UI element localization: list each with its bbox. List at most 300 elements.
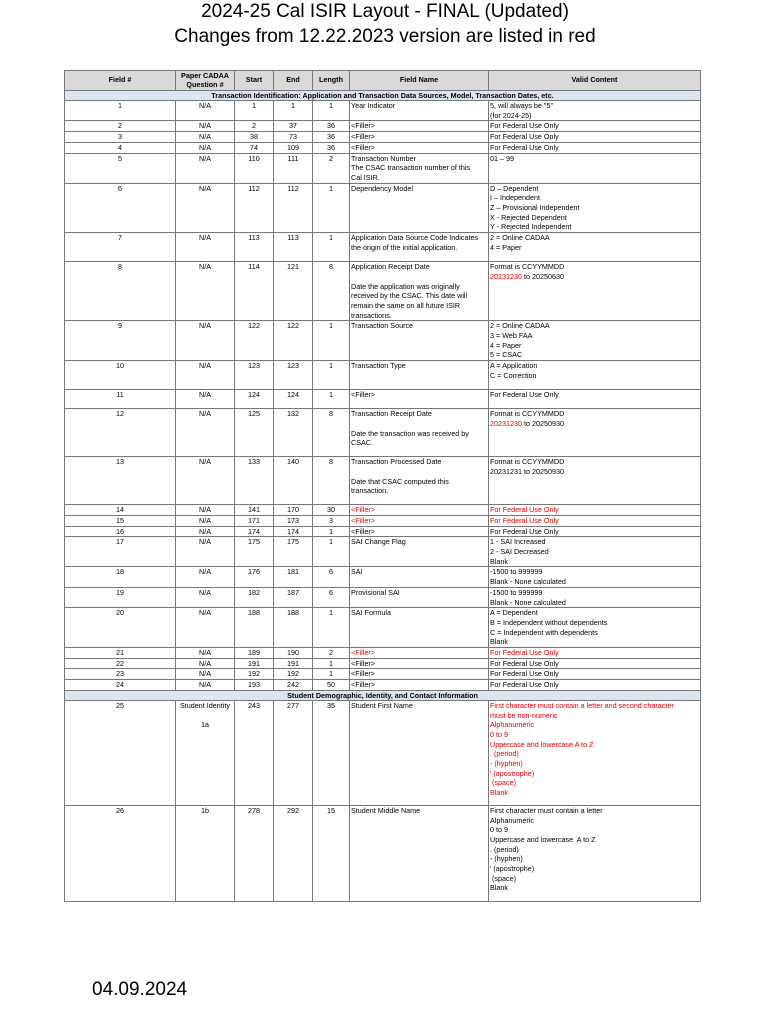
end-position: 192 (274, 669, 313, 680)
cell-line (490, 730, 699, 740)
field-length: 2 (313, 153, 350, 183)
field-name (350, 587, 489, 607)
valid-content (489, 262, 701, 321)
field-number: 14 (65, 505, 176, 516)
cell-line (490, 505, 699, 515)
field-number: 2 (65, 121, 176, 132)
red-text: First character must contain a letter and second character (490, 700, 674, 710)
field-length: 1 (313, 101, 350, 121)
end-position: 187 (274, 587, 313, 607)
cell-line: 2 - SAI Decreased (490, 546, 549, 556)
start-position: 176 (235, 567, 274, 587)
cell-line: Z – Provisional Independent (490, 203, 580, 213)
end-position: 292 (274, 805, 313, 901)
cell-line: C = Correction (490, 370, 537, 380)
cell-line: For Federal Use Only (490, 526, 559, 536)
red-text: <Filler> (351, 648, 375, 658)
end-position: 190 (274, 648, 313, 659)
field-length: 30 (313, 505, 350, 516)
cell-line: A = Application (490, 361, 538, 371)
cell-line: Student Middle Name (351, 805, 421, 815)
cell-line: SAI Change Flag (351, 537, 406, 547)
valid-content (489, 505, 701, 516)
field-length: 15 (313, 805, 350, 901)
cell-line: SAI Formula (351, 608, 391, 618)
cell-line: For Federal Use Only (490, 680, 559, 690)
field-number: 15 (65, 515, 176, 526)
start-position: 189 (235, 648, 274, 659)
field-length: 50 (313, 680, 350, 691)
cell-line: Format is CCYYMMDD (490, 457, 565, 467)
paper-question: N/A (176, 262, 235, 321)
field-name (350, 505, 489, 516)
cell-line: Alphanumeric (490, 815, 534, 825)
start-position: 74 (235, 142, 274, 153)
paper-question: N/A (176, 233, 235, 262)
cell-line (490, 720, 699, 730)
red-text: <Filler> (351, 515, 375, 525)
field-name (350, 537, 489, 567)
cell-line: For Federal Use Only (490, 121, 559, 131)
field-length: 8 (313, 262, 350, 321)
end-position: 121 (274, 262, 313, 321)
field-number: 19 (65, 587, 176, 607)
field-name (350, 658, 489, 669)
page-title (0, 0, 770, 49)
cell-line: -1500 to 999999 (490, 587, 543, 597)
table-row (65, 183, 701, 233)
section-header: Student Demographic, Identity, and Contact Information (65, 690, 701, 700)
field-number: 25 (65, 700, 176, 805)
field-number: 21 (65, 648, 176, 659)
table-row (65, 608, 701, 648)
cell-line: 3 = Web FAA (490, 331, 533, 341)
cell-line: 0 to 9 (490, 825, 508, 835)
field-length: 6 (313, 567, 350, 587)
field-name (350, 526, 489, 537)
cell-line: -1500 to 999999 (490, 567, 543, 577)
valid-content (489, 409, 701, 457)
valid-content (489, 515, 701, 526)
start-position: 278 (235, 805, 274, 901)
cell-line: For Federal Use Only (490, 658, 559, 668)
header-end: End (274, 71, 313, 91)
valid-content (489, 700, 701, 805)
paper-question: N/A (176, 153, 235, 183)
field-length: 36 (313, 121, 350, 132)
end-position: 242 (274, 680, 313, 691)
cell-line: A = Dependent (490, 608, 538, 618)
cell-line (490, 759, 699, 769)
valid-content (489, 680, 701, 691)
start-position: 174 (235, 526, 274, 537)
cell-line: 2 = Online CADAA (490, 233, 550, 243)
table-header-row (65, 71, 701, 91)
table-row (65, 390, 701, 409)
cell-line: 1 - SAI Increased (490, 537, 546, 547)
field-number: 8 (65, 262, 176, 321)
end-position: 109 (274, 142, 313, 153)
cell-line: Format is CCYYMMDD (490, 262, 565, 272)
field-length: 3 (313, 515, 350, 526)
cell-line: remain the same on all future ISIR (351, 300, 461, 310)
cell-line: transaction. (351, 486, 389, 496)
field-length: 2 (313, 648, 350, 659)
valid-content (489, 153, 701, 183)
red-text: 20231230 (490, 418, 522, 428)
table-row (65, 587, 701, 607)
valid-content (489, 537, 701, 567)
red-text: For Federal Use Only (490, 505, 559, 515)
end-position: 140 (274, 457, 313, 505)
field-number: 20 (65, 608, 176, 648)
start-position: 114 (235, 262, 274, 321)
red-text: Alphanumeric (490, 720, 534, 730)
cell-line: For Federal Use Only (490, 669, 559, 679)
table-row (65, 648, 701, 659)
start-position: 1 (235, 101, 274, 121)
cell-line: the origin of the initial application. (351, 242, 458, 252)
cell-line (351, 467, 487, 477)
cell-line: transactions. (351, 310, 392, 320)
start-position: 243 (235, 700, 274, 805)
title-line-1: 2024-25 Cal ISIR Layout - FINAL (Updated) (201, 1, 569, 22)
end-position: 132 (274, 409, 313, 457)
header-start: Start (235, 71, 274, 91)
table-row (65, 669, 701, 680)
field-length: 8 (313, 409, 350, 457)
table-row (65, 537, 701, 567)
table-row (65, 805, 701, 901)
field-number: 11 (65, 390, 176, 409)
valid-content (489, 390, 701, 409)
start-position: 38 (235, 132, 274, 143)
cell-line: Cal ISIR. (351, 172, 380, 182)
valid-content (489, 805, 701, 901)
field-length: 1 (313, 537, 350, 567)
field-number: 23 (65, 669, 176, 680)
field-name (350, 153, 489, 183)
cell-line (490, 516, 699, 526)
paper-question: N/A (176, 680, 235, 691)
end-position: 112 (274, 183, 313, 233)
cell-line: 01 – 99 (490, 153, 514, 163)
start-position: 124 (235, 390, 274, 409)
cell-line: For Federal Use Only (490, 390, 559, 400)
paper-question: N/A (176, 505, 235, 516)
valid-content (489, 183, 701, 233)
cell-line: Y - Rejected Independent (490, 222, 572, 232)
cell-line: For Federal Use Only (490, 142, 559, 152)
end-position: 123 (274, 361, 313, 390)
field-length: 1 (313, 608, 350, 648)
field-number: 3 (65, 132, 176, 143)
table-row (65, 132, 701, 143)
cell-line: Blank (490, 883, 508, 893)
start-position: 112 (235, 183, 274, 233)
start-position: 171 (235, 515, 274, 526)
field-name (350, 457, 489, 505)
header-paper-question: Paper CADAA Question # (176, 71, 235, 91)
paper-question: N/A (176, 648, 235, 659)
table-row (65, 142, 701, 153)
field-name (350, 262, 489, 321)
header-field-number: Field # (65, 71, 176, 91)
valid-content (489, 142, 701, 153)
field-name (350, 142, 489, 153)
cell-line (490, 701, 699, 711)
end-position: 73 (274, 132, 313, 143)
cell-line: Blank - None calculated (490, 597, 566, 607)
table-row (65, 321, 701, 361)
field-number: 16 (65, 526, 176, 537)
field-number: 9 (65, 321, 176, 361)
table-row (65, 361, 701, 390)
field-name (350, 680, 489, 691)
table-row (65, 121, 701, 132)
field-length: 6 (313, 587, 350, 607)
valid-content (489, 608, 701, 648)
field-number: 7 (65, 233, 176, 262)
cell-line: B = Independent without dependents (490, 617, 608, 627)
cell-line: <Filler> (351, 121, 375, 131)
field-number: 10 (65, 361, 176, 390)
table-row (65, 700, 701, 805)
cell-line: <Filler> (351, 680, 375, 690)
cell-line: 2 = Online CADAA (490, 321, 550, 331)
cell-line: 20231230 to 20250930 (490, 418, 564, 428)
red-text: 20231230 (490, 271, 522, 281)
cell-line: SAI (351, 567, 363, 577)
end-position: 277 (274, 700, 313, 805)
red-text: - (hyphen) (490, 759, 523, 769)
cell-line: Student First Name (351, 700, 413, 710)
cell-line: Blank - None calculated (490, 577, 566, 587)
start-position: 125 (235, 409, 274, 457)
start-position: 110 (235, 153, 274, 183)
paper-question: N/A (176, 321, 235, 361)
start-position: 182 (235, 587, 274, 607)
cell-line (351, 272, 487, 282)
end-position: 188 (274, 608, 313, 648)
section-header: Transaction Identification: Application and Transaction Data Sources, Model, Transaction Dates, etc. (65, 91, 701, 101)
cell-line: Date the transaction was received by (351, 428, 469, 438)
valid-content (489, 669, 701, 680)
valid-content (489, 587, 701, 607)
end-position: 111 (274, 153, 313, 183)
table-row (65, 567, 701, 587)
footer-date: 04.09.2024 (92, 979, 188, 1000)
cell-line: Uppercase and lowercase A to Z (490, 834, 596, 844)
table-row (65, 409, 701, 457)
start-position: 113 (235, 233, 274, 262)
field-name (350, 608, 489, 648)
table-row (65, 262, 701, 321)
cell-line: Provisional SAI (351, 587, 400, 597)
cell-line: Transaction Number (351, 153, 416, 163)
paper-question: N/A (176, 587, 235, 607)
cell-line (490, 788, 699, 798)
paper-question: N/A (176, 658, 235, 669)
red-text: . (period) (490, 749, 519, 759)
field-name (350, 700, 489, 805)
cell-line: D – Dependent (490, 183, 539, 193)
field-name (350, 101, 489, 121)
valid-content (489, 233, 701, 262)
cell-line: Blank (490, 637, 508, 647)
cell-line (351, 648, 487, 658)
valid-content (489, 457, 701, 505)
red-text: 0 to 9 (490, 729, 508, 739)
red-text: Blank (490, 788, 508, 798)
end-position: 175 (274, 537, 313, 567)
cell-line: Transaction Receipt Date (351, 409, 432, 419)
field-length: 1 (313, 658, 350, 669)
table-row (65, 233, 701, 262)
valid-content (489, 121, 701, 132)
field-name (350, 409, 489, 457)
paper-question: N/A (176, 526, 235, 537)
cell-line (490, 711, 699, 721)
field-number: 6 (65, 183, 176, 233)
field-number: 17 (65, 537, 176, 567)
start-position: 175 (235, 537, 274, 567)
paper-question: N/A (176, 457, 235, 505)
start-position: 123 (235, 361, 274, 390)
cell-line: - (hyphen) (490, 854, 523, 864)
field-length: 1 (313, 361, 350, 390)
field-name (350, 361, 489, 390)
paper-question: Student Identity 1a (176, 700, 235, 805)
field-length: 36 (313, 132, 350, 143)
cell-line: (space) (490, 873, 516, 883)
paper-question: N/A (176, 515, 235, 526)
paper-question: N/A (176, 132, 235, 143)
start-position: 141 (235, 505, 274, 516)
cell-line: received by the CSAC. This date will (351, 291, 468, 301)
cell-line: Transaction Type (351, 361, 406, 371)
start-position: 191 (235, 658, 274, 669)
header-valid-content: Valid Content (489, 71, 701, 91)
start-position: 2 (235, 121, 274, 132)
end-position: 122 (274, 321, 313, 361)
end-position: 181 (274, 567, 313, 587)
cell-line: Application Data Source Code Indicates (351, 233, 479, 243)
start-position: 133 (235, 457, 274, 505)
field-name (350, 233, 489, 262)
red-text: ' (apostrophe) (490, 768, 535, 778)
cell-line: 5 = CSAC (490, 350, 523, 360)
cell-line: (for 2024-25) (490, 110, 532, 120)
field-length: 1 (313, 321, 350, 361)
field-name (350, 648, 489, 659)
cell-line: Blank (490, 556, 508, 566)
field-name (350, 669, 489, 680)
table-body (65, 91, 701, 902)
valid-content (489, 648, 701, 659)
isir-layout-table (64, 70, 701, 902)
field-number: 26 (65, 805, 176, 901)
field-name (350, 132, 489, 143)
valid-content (489, 321, 701, 361)
table-row (65, 658, 701, 669)
start-position: 188 (235, 608, 274, 648)
field-length: 1 (313, 233, 350, 262)
cell-line: <Filler> (351, 390, 375, 400)
paper-question: N/A (176, 608, 235, 648)
cell-line (490, 769, 699, 779)
field-length: 35 (313, 700, 350, 805)
paper-question: N/A (176, 183, 235, 233)
end-position: 174 (274, 526, 313, 537)
valid-content (489, 361, 701, 390)
valid-content (489, 101, 701, 121)
field-length: 1 (313, 669, 350, 680)
section-row (65, 690, 701, 700)
field-number: 22 (65, 658, 176, 669)
cell-line: 4 = Paper (490, 242, 522, 252)
table-row (65, 153, 701, 183)
paper-question: N/A (176, 409, 235, 457)
cell-line: Dependency Model (351, 183, 413, 193)
end-position: 37 (274, 121, 313, 132)
start-position: 192 (235, 669, 274, 680)
end-position: 1 (274, 101, 313, 121)
field-length: 8 (313, 457, 350, 505)
paper-question: N/A (176, 537, 235, 567)
cell-line: Application Receipt Date (351, 262, 430, 272)
start-position: 193 (235, 680, 274, 691)
cell-line: Year Indicator (351, 101, 396, 110)
cell-line: 4 = Paper (490, 340, 522, 350)
red-text: For Federal Use Only (490, 648, 559, 658)
red-text: (space) (490, 778, 516, 788)
cell-line (351, 419, 487, 429)
cell-line: ' (apostrophe) (490, 864, 535, 874)
paper-question: 1b (176, 805, 235, 901)
cell-line: Date the application was originally (351, 281, 460, 291)
cell-line: . (period) (490, 844, 519, 854)
field-number: 12 (65, 409, 176, 457)
field-number: 1 (65, 101, 176, 121)
end-position: 113 (274, 233, 313, 262)
valid-content (489, 526, 701, 537)
field-length: 36 (313, 142, 350, 153)
field-length: 1 (313, 390, 350, 409)
cell-line (490, 749, 699, 759)
cell-line: I – Independent (490, 193, 540, 203)
field-name (350, 567, 489, 587)
cell-line: <Filler> (351, 669, 375, 679)
cell-line (490, 778, 699, 788)
cell-line: <Filler> (351, 142, 375, 152)
cell-line: For Federal Use Only (490, 132, 559, 142)
cell-line: <Filler> (351, 526, 375, 536)
start-position: 122 (235, 321, 274, 361)
cell-line: X - Rejected Dependent (490, 212, 567, 222)
valid-content (489, 567, 701, 587)
cell-line: Format is CCYYMMDD (490, 409, 565, 419)
field-number: 4 (65, 142, 176, 153)
field-name (350, 805, 489, 901)
cell-line: Transaction Source (351, 321, 414, 331)
field-name (350, 121, 489, 132)
field-number: 13 (65, 457, 176, 505)
title-line-2: Changes from 12.22.2023 version are listed in red (174, 26, 596, 47)
cell-line (351, 505, 487, 515)
cell-line: The CSAC transaction number of this (351, 163, 471, 173)
header-field-name: Field Name (350, 71, 489, 91)
